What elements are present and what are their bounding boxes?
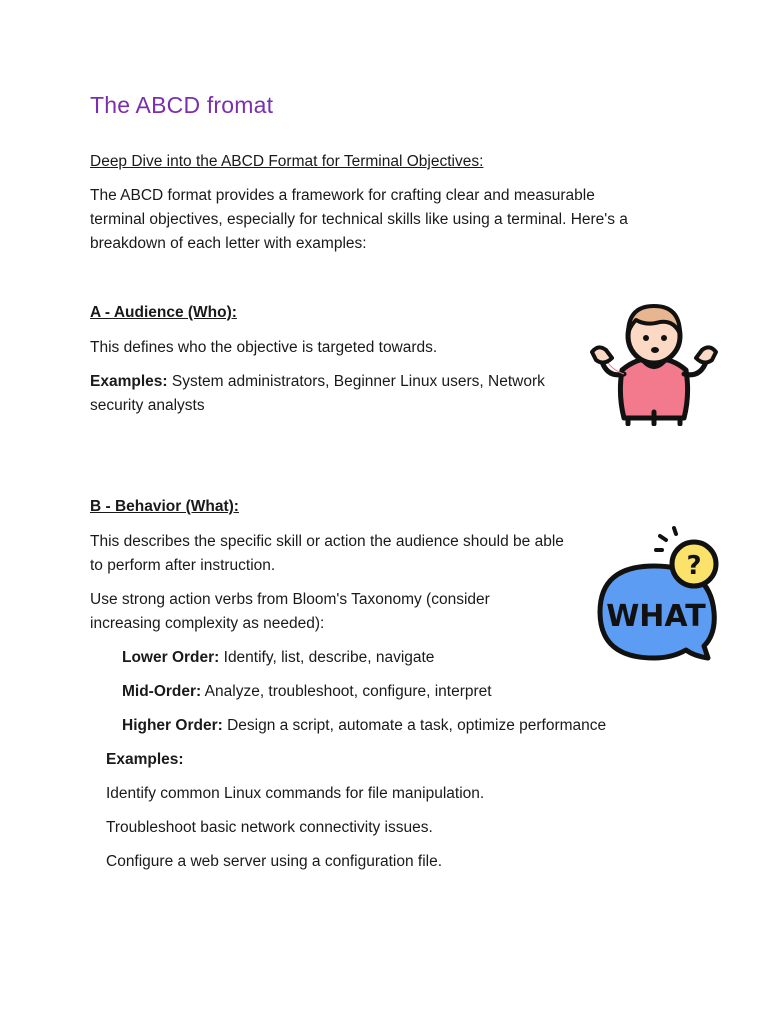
example-item: Configure a web server using a configuration file. [106,853,443,870]
section-a-heading: A - Audience (Who): [90,304,237,321]
order-text: Design a script, automate a task, optimize performance [222,717,607,734]
bubble-text: WHAT [606,599,706,634]
section-a-description: This defines who the objective is targeted towards. [90,339,438,356]
shrugging-person-icon [588,300,722,426]
example-item: Identify common Linux commands for file manipulation. [106,785,485,802]
order-text: Analyze, troubleshoot, configure, interpret [201,683,492,700]
section-b-desc-line-2: to perform after instruction. [90,557,276,574]
intro-line-1: The ABCD format provides a framework for crafting clear and measurable [90,187,595,204]
order-label: Lower Order: [122,649,220,666]
example-item: Troubleshoot basic network connectivity issues. [106,819,433,836]
order-label: Higher Order: [122,717,223,734]
intro-line-3: breakdown of each letter with examples: [90,235,367,252]
page-title: The ABCD fromat [90,92,274,118]
question-mark: ? [686,551,702,581]
section-b-desc-line-1: This describes the specific skill or action the audience should be able [90,533,564,550]
section-b-heading: B - Behavior (What): [90,498,239,515]
examples-text: System administrators, Beginner Linux users, Network [167,373,545,390]
section-a-examples [90,370,545,394]
examples-label: Examples: [90,373,168,390]
what-speech-bubble-icon [594,522,724,664]
order-lower [122,646,434,670]
order-mid [122,680,492,704]
order-text: Identify, list, describe, navigate [219,649,435,666]
section-b-verbs-line-1: Use strong action verbs from Bloom's Taxonomy (consider [90,591,490,608]
section-a-examples-cont: security analysts [90,397,205,414]
order-higher [122,714,606,738]
subtitle: Deep Dive into the ABCD Format for Terminal Objectives: [90,153,484,170]
section-b-verbs-line-2: increasing complexity as needed): [90,615,325,632]
intro-line-2: terminal objectives, especially for technical skills like using a terminal. Here's a [90,211,628,228]
order-label: Mid-Order: [122,683,202,700]
section-b-examples-label: Examples: [106,751,184,768]
